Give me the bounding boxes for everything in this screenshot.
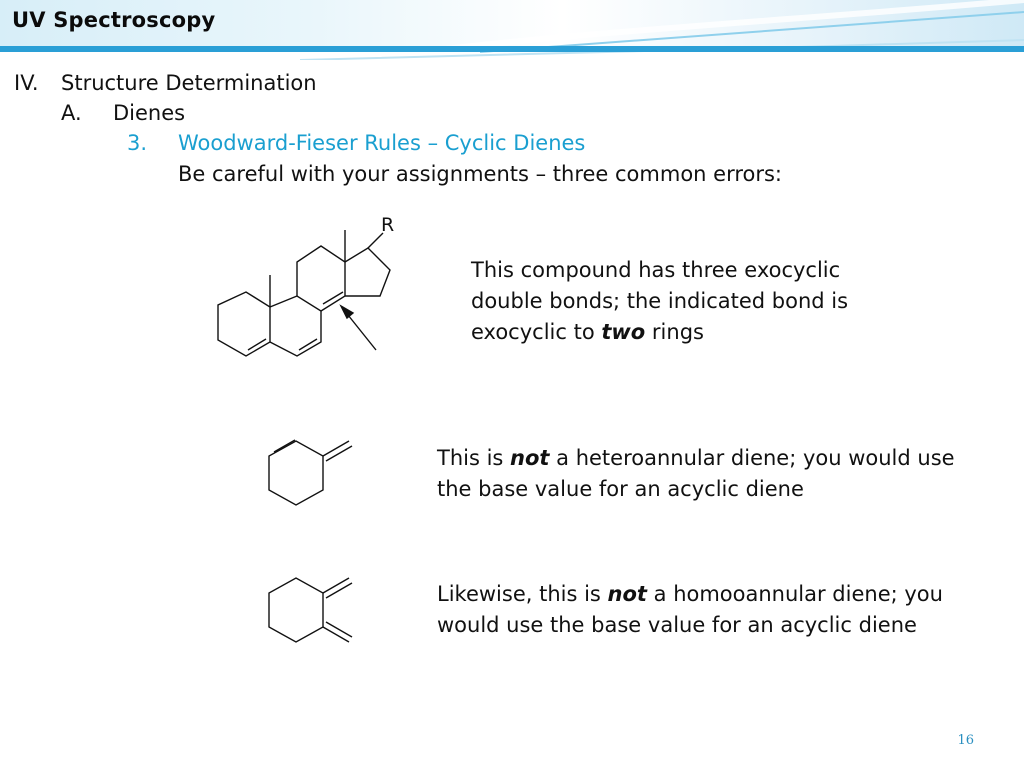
example-1-post: rings	[645, 320, 704, 344]
outline-text-dienes: Dienes	[113, 101, 186, 125]
example-3-pre: Likewise, this is	[437, 582, 608, 606]
example-2-emph: not	[510, 446, 550, 470]
slide-subtitle: Be careful with your assignments – three common errors:	[178, 162, 783, 186]
example-2-post: a heteroannular diene; you would use the base value for an acyclic diene	[437, 446, 955, 501]
outline-marker-a: A.	[61, 101, 82, 125]
substituent-r-label: R	[381, 214, 395, 236]
slide-title: UV Spectroscopy	[12, 8, 216, 32]
example-1-emph: two	[601, 320, 646, 344]
outline-marker-iv: IV.	[14, 71, 39, 95]
example-3-emph: not	[607, 582, 647, 606]
example-3-text	[437, 579, 947, 641]
page-number: 16	[957, 733, 974, 748]
outline-marker-3: 3.	[127, 131, 148, 155]
example-1-pre: This compound has three exocyclic double bonds; the indicated bond is exocyclic to	[471, 258, 849, 344]
outline-text-woodward-fieser: Woodward-Fieser Rules – Cyclic Dienes	[178, 131, 586, 155]
example-2-pre: This is	[437, 446, 511, 470]
example-3-post: a homooannular diene; you would use the base value for an acyclic diene	[437, 582, 943, 637]
outline-text-structure-determination: Structure Determination	[61, 71, 317, 95]
